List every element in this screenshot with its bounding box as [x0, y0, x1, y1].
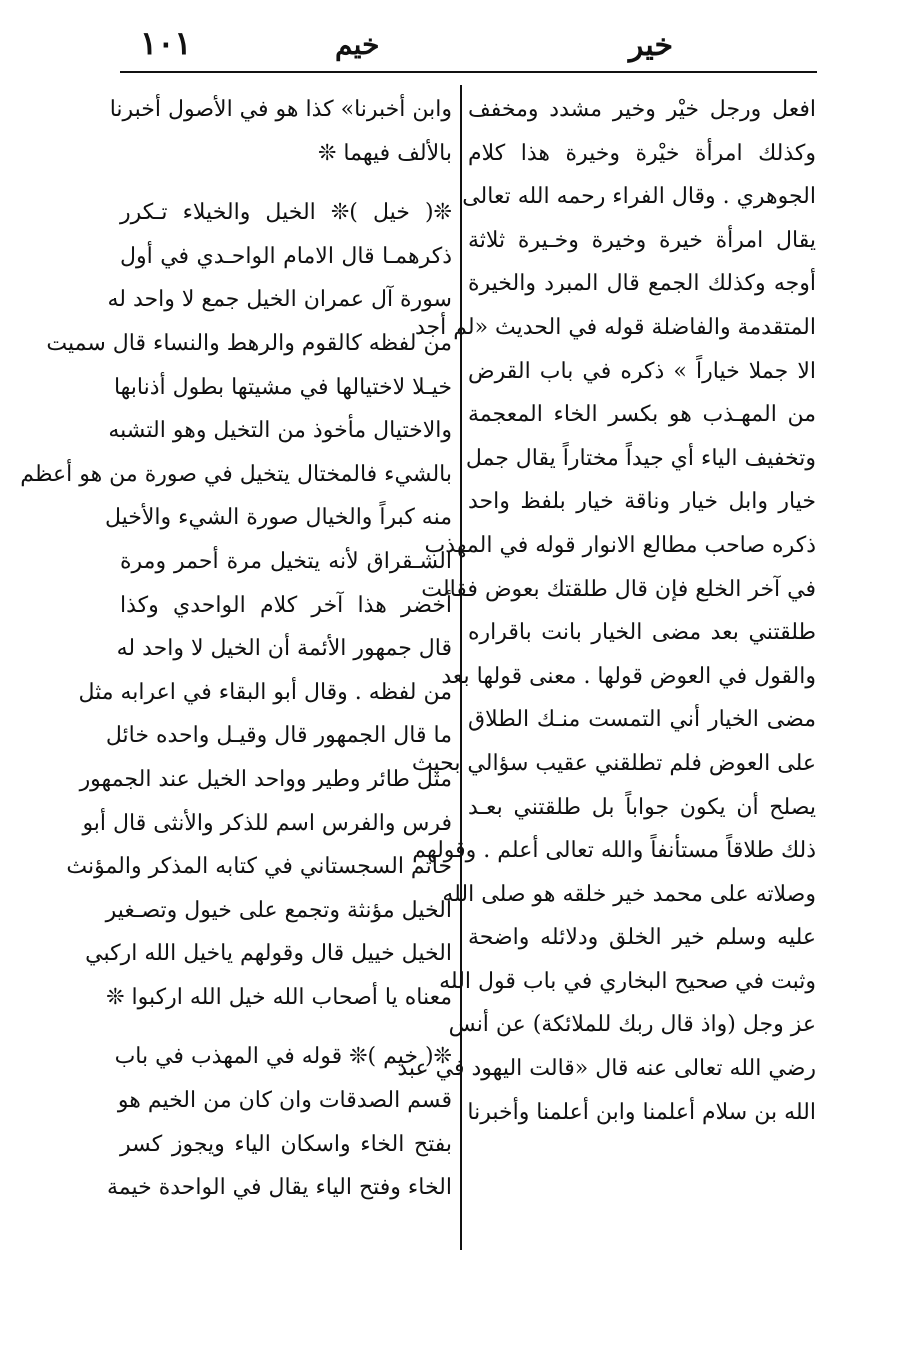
text-line: ما قال الجمهور قال وقيـل واحده خائل: [105, 723, 452, 749]
text-line: خيار وابل خيار وناقة خيار بلفظ واحد: [468, 489, 816, 515]
entry-khaym: [106, 1035, 452, 1209]
text-line: والقول في العوض قولها . معنى قولها بعد: [441, 663, 816, 689]
text-line: المتقدمة والفاضلة قوله في الحديث «لم أجد: [414, 314, 816, 340]
text-line: قسم الصدقات وان كان من الخيم هو: [117, 1088, 452, 1114]
page-header: [120, 22, 813, 66]
text-line: الخيل مؤنثة وتجمع على خيول وتصـغير: [105, 897, 452, 923]
entry-heading-line: ❊( خيم )❊ قوله في المهذب في باب: [114, 1044, 452, 1070]
entry-continuation: [109, 88, 452, 175]
text-line: الجوهري . وقال الفراء رحمه الله تعالى: [462, 184, 816, 210]
text-line: سورة آل عمران الخيل جمع لا واحد له: [107, 287, 452, 313]
text-line: أخضر هذا آخر كلام الواحدي وكذا: [120, 592, 452, 618]
text-line: وتخفيف الياء أي جيداً مختاراً يقال جمل: [465, 445, 816, 471]
page-number: ١٠١: [140, 24, 192, 62]
text-line: مضى الخيار أني التمست منـك الطلاق: [468, 707, 816, 733]
text-line: الا جملا خياراً » ذكره في باب القرض: [468, 358, 816, 384]
text-line: والاختيال مأخوذ من التخيل وهو التشبه: [108, 418, 452, 444]
text-line: بفتح الخاء واسكان الياء ويجوز كسر: [120, 1131, 452, 1157]
text-line: من لفظه كالقوم والرهط والنساء قال سميت: [46, 330, 452, 356]
text-line: وصلاته على محمد خير خلقه هو صلى الله: [442, 881, 816, 907]
text-line: عليه وسلم خير الخلق ودلائله واضحة: [468, 925, 816, 951]
text-line: رضي الله تعالى عنه قال «قالت اليهود في عبد: [397, 1056, 816, 1082]
text-line: حاتم السجستاني في كتابه المذكر والمؤنث: [66, 854, 452, 880]
text-line: من المهـذب هو بكسر الخاء المعجمة: [468, 402, 816, 428]
text-line: الخيل خييل قال وقولهم ياخيل الله اركبي: [85, 941, 452, 967]
text-line: افعل ورجل خيْر وخير مشدد ومخفف: [468, 97, 816, 122]
header-entry-word: خيم: [335, 28, 380, 61]
text-line: مثل طائر وطير وواحد الخيل عند الجمهور: [79, 766, 452, 792]
text-line: ذكره صاحب مطالع الانوار قوله في المهذب: [424, 532, 816, 558]
text-line: طلقتني بعد مضى الخيار بانت باقراره: [468, 620, 816, 646]
text-line: وكذلك امرأة خيْرة وخيرة هذا كلام: [468, 140, 816, 166]
text-line: منه كبراً والخيال صورة الشيء والأخيل: [104, 505, 452, 531]
text-line: على العوض فلم تطلقني عقيب سؤالي بحيث: [411, 750, 816, 776]
entry-heading-line: ❊( خيل )❊ الخيل والخيلاء تـكرر: [120, 200, 452, 226]
header-rule: [120, 71, 817, 73]
text-line: قال جمهور الأئمة أن الخيل لا واحد له: [116, 636, 452, 662]
text-line: يصلح أن يكون جواباً بل طلقتني بعـد: [468, 794, 816, 820]
text-line: وابن أخبرنا» كذا هو في الأصول أخبرنا: [109, 97, 452, 122]
text-line: بالشيء فالمختال يتخيل في صورة من هو أعظم: [20, 461, 452, 487]
text-line: معناه يا أصحاب الله خيل الله اركبوا ❊: [106, 984, 452, 1010]
text-line: وثبت في صحيح البخاري في باب قول الله: [439, 968, 816, 994]
text-line: عز وجل (واذ قال ربك للملائكة) عن أنس: [448, 1012, 816, 1038]
text-line: فرس والفرس اسم للذكر والأنثى قال أبو: [82, 810, 452, 836]
header-catchword: خير: [628, 28, 673, 63]
text-line: من لفظه . وقال أبو البقاء في اعرابه مثل: [78, 679, 452, 705]
text-line: يقال امرأة خيرة وخيرة وخـيرة ثلاثة: [468, 227, 816, 253]
text-line: ذكرهمـا قال الامام الواحـدي في أول: [120, 243, 452, 269]
text-line: الشـقراق لأنه يتخيل مرة أحمر ومرة: [120, 548, 452, 574]
entry-khayl: [20, 191, 452, 1019]
text-line: الخاء وفتح الياء يقال في الواحدة خيمة: [106, 1175, 452, 1201]
text-line: أوجه وكذلك الجمع قال المبرد والخيرة: [468, 271, 816, 297]
left-column: [20, 88, 452, 1210]
text-line: خيـلا لاختيالها في مشيتها بطول أذنابها: [113, 374, 452, 400]
text-line: بالألف فيهما ❊: [318, 140, 452, 166]
right-column: [397, 88, 816, 1134]
text-line: الله بن سلام أعلمنا وابن أعلمنا وأخبرنا: [467, 1099, 816, 1125]
text-line: في آخر الخلع فإن قال طلقتك بعوض فقالت: [421, 576, 816, 602]
text-line: ذلك طلاقاً مستأنفاً والله تعالى أعلم . وقولهم: [412, 838, 816, 864]
